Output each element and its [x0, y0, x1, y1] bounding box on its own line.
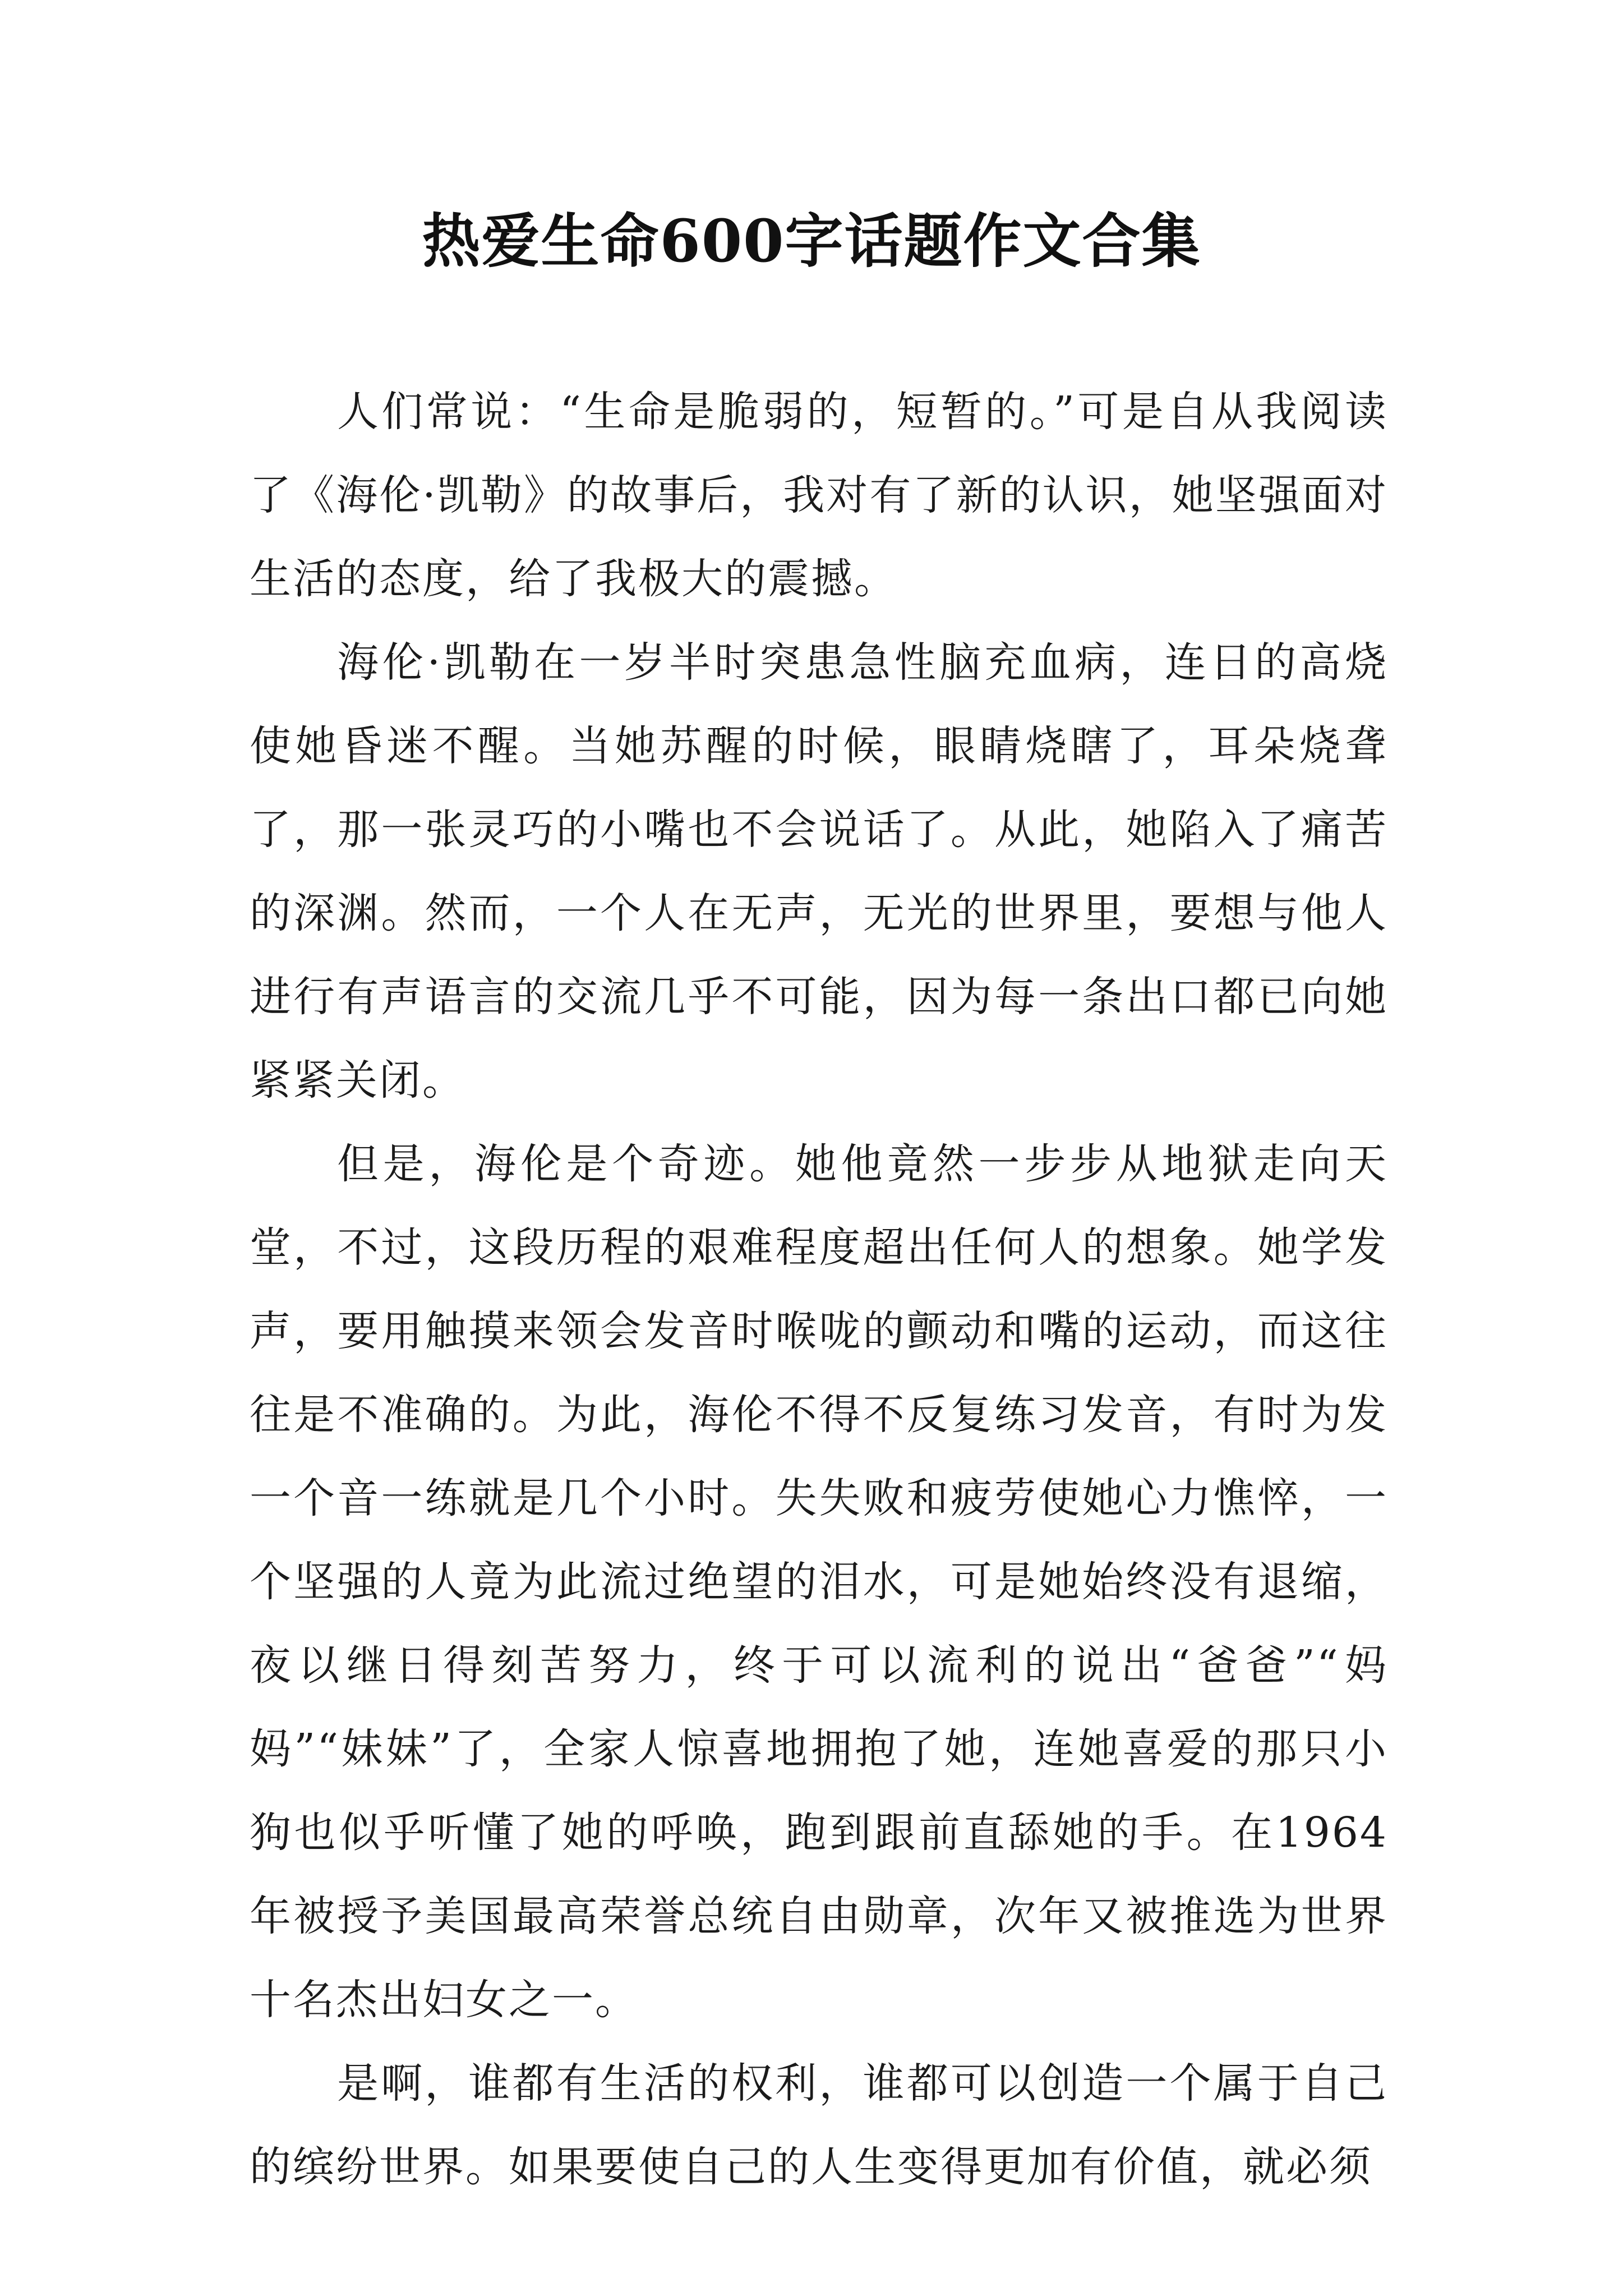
- document-body: [250, 370, 1388, 2209]
- paragraph-1: 人们常说：“生命是脆弱的，短暂的。”可是自从我阅读了《海伦·凯勒》的故事后，我对有了新的认识，她坚强面对生活的态度，给了我极大的震撼。: [250, 388, 1388, 603]
- document-title: 热爱生命600字话题作文合集: [422, 206, 1201, 275]
- paragraph-3: 但是，海伦是个奇迹。她他竟然一步步从地狱走向天堂，不过，这段历程的艰难程度超出任何人的想象。她学发声，要用触摸来领会发音时喉咙的颤动和嘴的运动，而这往往是不准确的。为此，海伦不得不反复练习发音，有时为发一个音一练就是几个小时。失失败和疲劳使她心力憔悴，一个坚强的人竟为此流过绝望的泪水，可是她始终没有退缩，夜以继日得刻苦努力，终于可以流利的说出“爸爸”“妈妈”“妹妹”了，全家人惊喜地拥抱了她，连她喜爱的那只小狗也似乎听懂了她的呼唤，跑到跟前直舔她的手。在1964年被授予美国最高荣誉总统自由勋章，次年又被推选为世界十名杰出妇女之一。: [250, 1140, 1388, 2024]
- paragraph-2: 海伦·凯勒在一岁半时突患急性脑充血病，连日的高烧使她昏迷不醒。当她苏醒的时候，眼睛烧瞎了，耳朵烧聋了，那一张灵巧的小嘴也不会说话了。从此，她陷入了痛苦的深渊。然而，一个人在无声，无光的世界里，要想与他人进行有声语言的交流几乎不可能，因为每一条出口都已向她紧紧关闭。: [250, 638, 1388, 1105]
- paragraph-4: 是啊，谁都有生活的权利，谁都可以创造一个属于自己的缤纷世界。如果要使自己的人生变得更加有价值，就必须: [250, 2059, 1388, 2191]
